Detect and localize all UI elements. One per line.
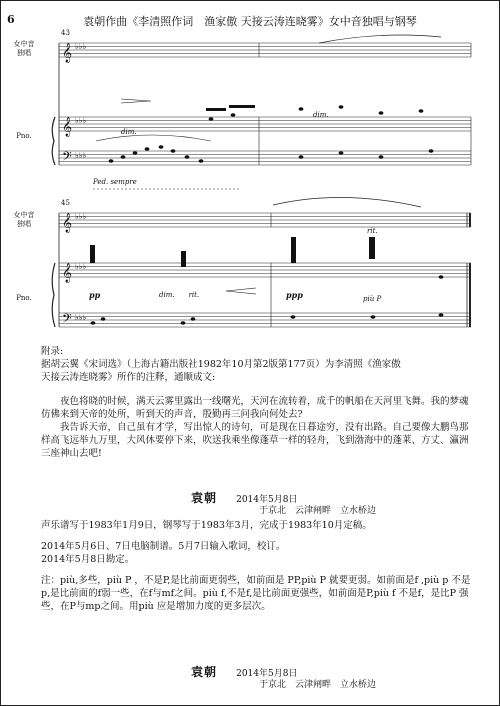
voice-label-2-line1: 女中音 [13, 211, 35, 219]
dynamic-pp: pp [89, 290, 101, 300]
svg-text:♭♭♭: ♭♭♭ [75, 42, 87, 51]
voice-label-line1: 女中音 [13, 40, 35, 48]
voice-label-2 [9, 211, 39, 229]
svg-text:𝄢: 𝄢 [62, 149, 72, 167]
composer-name-2: 袁朝 [191, 665, 218, 679]
appendix-heading: 附录: [41, 346, 64, 357]
signature-date-1: 2014年5月8日 [236, 495, 298, 505]
svg-text:𝄞: 𝄞 [62, 263, 73, 283]
dynamic-ppp: ppp [286, 290, 303, 300]
svg-text:♭♭♭: ♭♭♭ [75, 116, 87, 125]
dynamic-rit: rit. [367, 227, 378, 235]
dynamic-dim-2: dim. [313, 111, 329, 119]
appendix-source-line2: 天接云涛连晓雾》所作的注释，通顺成文: [41, 372, 216, 383]
note-produced: 2014年5月6日、7日电脑制谱。5月7日输入歌词，校订。 [41, 541, 286, 552]
composer-name-1: 袁朝 [191, 491, 218, 505]
note-finalized: 2014年5月8日勘定。 [41, 554, 135, 565]
signature-date-2: 2014年5月8日 [236, 669, 298, 679]
voice-label-2-line2: 独唱 [17, 220, 31, 228]
measure-number-43: 43 [61, 29, 70, 37]
annotation-para-1: 夜色将晓的时候，满天云雾里露出一线曙光，天河在流转着，成千的帆船在天河里飞舞。我的梦魂仿佛来到天帝的处所，听到天的声音，殷勤再三问我向何处去? [41, 396, 469, 420]
page-header-title: 袁朝作曲《李清照作词 渔家傲 天接云涛连晓雾》女中音独唱与钢琴 [83, 15, 417, 28]
signature-place-1: 于京北 云津闸畔 立水桥边 [259, 506, 377, 516]
svg-text:♭♭♭: ♭♭♭ [75, 151, 87, 160]
voice-label-line2: 独唱 [17, 49, 31, 57]
note-composed: 声乐谱写于1983年1月9日，钢琴写于1983年3月，完成于1983年10月定稿。 [41, 520, 372, 531]
page-number: 6 [7, 13, 15, 26]
annotation-paragraphs [41, 395, 471, 460]
appendix [41, 345, 471, 384]
piano-label: Pno. [16, 132, 32, 140]
svg-text:𝄞: 𝄞 [62, 43, 73, 63]
annotation-para-2: 我告诉天帝，自己虽有才学，写出惊人的诗句，可是现在日暮途穷，没有出路。自己要像大鹏鸟那样高飞远举九万里，大风休要停下来，吹送我乘坐像蓬草一样的轻舟，飞到渤海中的蓬莱、方丈、瀛洲三座神山去吧! [41, 422, 469, 459]
dynamic-dim-1: dim. [121, 128, 137, 136]
svg-text:𝄞: 𝄞 [62, 213, 73, 233]
signature-place-2: 于京北 云津闸畔 立水桥边 [259, 680, 377, 690]
svg-text:♭♭♭: ♭♭♭ [75, 313, 87, 322]
note-dynamics: 注：più,多些，più P ，不是P,是比前面更弱些，如前面是 PP,più P 就要更弱。如前面是f ,più p 不是p,是比前面的f弱一些，在f与mf之间。più f,不是f,是比前面更强些，如前面是P,più f 不是f，是比P 强些，在P与mp之间。用più 应是增加力度的更多层次。 [41, 575, 471, 612]
measure-number-45: 45 [61, 199, 70, 207]
svg-text:𝄞: 𝄞 [62, 117, 73, 137]
pedal-marking: Ped. sempre [93, 178, 137, 186]
music-notation [1, 1, 499, 341]
svg-text:♭♭♭: ♭♭♭ [75, 212, 87, 221]
dynamic-dim-rit: dim. rit. [159, 291, 200, 299]
dynamic-piu-p: più P [363, 295, 382, 303]
composition-notes [41, 519, 471, 613]
svg-text:♭♭♭: ♭♭♭ [75, 262, 87, 271]
piano-label-2: Pno. [16, 294, 32, 302]
svg-text:𝄢: 𝄢 [62, 311, 72, 329]
appendix-source-line1: 据胡云翼《宋词选》（上海古籍出版社1982年10月第2版第177页）为李清照《渔家傲 [41, 359, 401, 370]
